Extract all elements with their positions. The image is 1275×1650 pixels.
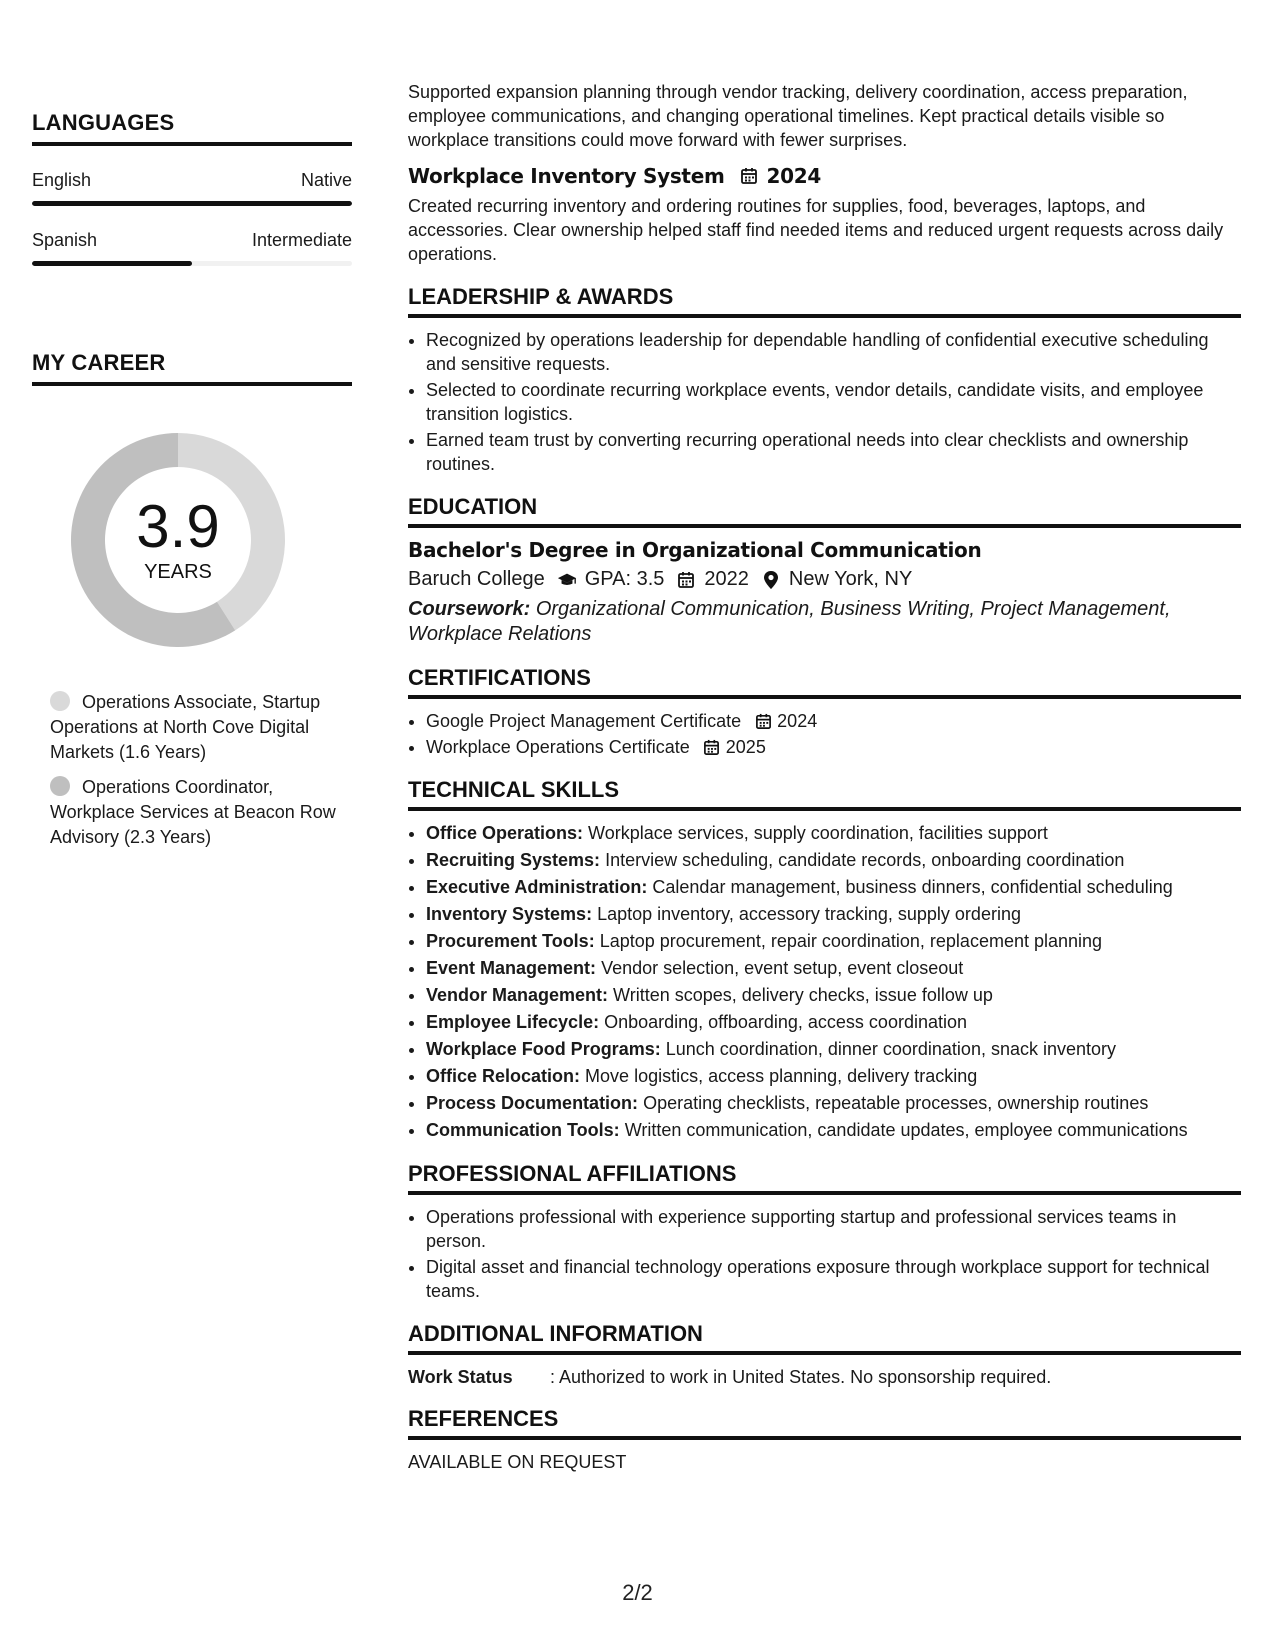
list-item: • Operations professional with experience supporting startup and professional services teams in person. [426, 1205, 1241, 1253]
skill-text: Laptop inventory, accessory tracking, supply ordering [597, 904, 1021, 924]
work-status-value: : Authorized to work in United States. No sponsorship required. [550, 1367, 1052, 1387]
calendar-icon [676, 570, 696, 590]
list-item: • Selected to coordinate recurring workplace events, vendor details, candidate visits, and employee transition logistics. [426, 378, 1241, 426]
skill-text: Calendar management, business dinners, confidential scheduling [652, 877, 1173, 897]
project-header [408, 164, 1241, 188]
education-heading: EDUCATION [408, 494, 1241, 528]
leadership-heading: LEADERSHIP & AWARDS [408, 284, 1241, 318]
career-legend-label: Operations Coordinator, Workplace Services at Beacon Row Advisory (2.3 Years) [50, 777, 336, 847]
skill-text: Laptop procurement, repair coordination, replacement planning [599, 931, 1103, 951]
coursework [408, 597, 1241, 647]
list-item: • Digital asset and financial technology operations exposure through workplace support for technical teams. [426, 1255, 1241, 1303]
references-heading: REFERENCES [408, 1406, 1241, 1440]
legend-dot-icon [50, 691, 70, 711]
career-total-unit: YEARS [144, 560, 212, 583]
certifications-heading: CERTIFICATIONS [408, 665, 1241, 699]
language-item [32, 170, 352, 206]
list-item [426, 735, 1241, 759]
skill-label: Office Operations: [426, 823, 584, 843]
certifications-list [408, 709, 1241, 759]
skill-item [426, 875, 1241, 900]
career-donut-chart [66, 428, 290, 652]
graduation-year: 2022 [704, 568, 749, 590]
skill-label: Event Management: [426, 958, 597, 978]
career-legend-item [50, 775, 350, 850]
main-content [408, 80, 1241, 1473]
skills-heading: TECHNICAL SKILLS [408, 777, 1241, 811]
list-item: • Recognized by operations leadership for dependable handling of confidential executive scheduling and sensitive requests. [426, 328, 1241, 376]
experience-summary: Supported expansion planning through vendor tracking, delivery coordination, access preparation, employee communications, and changing operational timelines. Kept practical details visible so workplace transitions could move forward with fewer surprises. [408, 82, 1188, 150]
location-pin-icon [761, 570, 781, 590]
language-item [32, 230, 352, 266]
language-level-fill [32, 261, 192, 266]
skills-list [408, 821, 1241, 1143]
language-level-bar [32, 201, 352, 206]
career-section [32, 350, 352, 847]
affiliations-list [408, 1205, 1241, 1303]
graduation-cap-icon [557, 570, 577, 590]
language-name: English [32, 170, 92, 190]
calendar-icon [739, 166, 759, 186]
skill-text: Move logistics, access planning, delivery tracking [585, 1066, 978, 1086]
project-title: Workplace Inventory System [408, 164, 725, 188]
coursework-list: Organizational Communication, Business Writing, Project Management, Workplace Relations [408, 598, 1171, 645]
skill-item [426, 1064, 1241, 1089]
skill-text: Interview scheduling, candidate records, onboarding coordination [605, 850, 1125, 870]
skill-text: Written communication, candidate updates, employee communications [624, 1120, 1188, 1140]
career-heading: MY CAREER [32, 350, 352, 386]
references-text: AVAILABLE ON REQUEST [408, 1452, 627, 1472]
certification-year: 2024 [777, 711, 818, 731]
career-legend [50, 690, 350, 860]
skill-item [426, 929, 1241, 954]
language-name: Spanish [32, 230, 98, 250]
language-level: Native [300, 170, 352, 190]
skill-label: Inventory Systems: [426, 904, 593, 924]
work-status-row [408, 1367, 1241, 1388]
degree-title: Bachelor's Degree in Organizational Communication [408, 538, 982, 562]
skill-item [426, 848, 1241, 873]
page-number: 2/2 [622, 1580, 653, 1605]
affiliations-heading: PROFESSIONAL AFFILIATIONS [408, 1161, 1241, 1195]
skill-item [426, 821, 1241, 846]
language-level-bar [32, 261, 352, 266]
school-name: Baruch College [408, 568, 545, 590]
skill-item [426, 956, 1241, 981]
education-meta [408, 568, 1241, 591]
skill-item [426, 1118, 1241, 1143]
project-description: Created recurring inventory and ordering routines for supplies, food, beverages, laptops, and accessories. Clear ownership helped staff find needed items and reduced urgent requests across daily operations. [408, 196, 1224, 264]
languages-heading: LANGUAGES [32, 110, 352, 146]
work-status-label: Work Status [408, 1367, 513, 1387]
gpa: GPA: 3.5 [584, 568, 665, 590]
career-legend-item [50, 690, 350, 765]
list-item [426, 709, 1241, 733]
skill-item [426, 1010, 1241, 1035]
languages-section [32, 110, 352, 266]
skill-label: Employee Lifecycle: [426, 1012, 600, 1032]
skill-label: Vendor Management: [426, 985, 609, 1005]
skill-label: Executive Administration: [426, 877, 648, 897]
skill-item [426, 983, 1241, 1008]
skill-item [426, 902, 1241, 927]
coursework-label: Coursework: [408, 598, 531, 620]
career-total-years: 3.9 [136, 492, 220, 560]
skill-label: Communication Tools: [426, 1120, 620, 1140]
calendar-icon [753, 711, 773, 731]
skill-item [426, 1037, 1241, 1062]
language-level: Intermediate [251, 230, 352, 250]
leadership-list [408, 328, 1241, 476]
certification-name: • Workplace Operations Certificate [426, 737, 690, 757]
language-level-fill [32, 201, 352, 206]
skill-item [426, 1091, 1241, 1116]
career-donut-center [66, 428, 290, 652]
career-legend-label: Operations Associate, Startup Operations at North Cove Digital Markets (1.6 Years) [50, 692, 321, 762]
school-location: New York, NY [788, 568, 913, 590]
skill-text: Written scopes, delivery checks, issue follow up [613, 985, 993, 1005]
calendar-icon [702, 737, 722, 757]
legend-dot-icon [50, 776, 70, 796]
skill-label: Office Relocation: [426, 1066, 581, 1086]
list-item: • Earned team trust by converting recurring operational needs into clear checklists and ownership routines. [426, 428, 1241, 476]
skill-text: Workplace services, supply coordination, facilities support [588, 823, 1048, 843]
certification-name: • Google Project Management Certificate [426, 711, 742, 731]
skill-text: Lunch coordination, dinner coordination, snack inventory [665, 1039, 1117, 1059]
project-year: 2024 [766, 164, 821, 188]
additional-info-heading: ADDITIONAL INFORMATION [408, 1321, 1241, 1355]
skill-label: Recruiting Systems: [426, 850, 601, 870]
skill-label: Procurement Tools: [426, 931, 595, 951]
skill-text: Operating checklists, repeatable processes, ownership routines [643, 1093, 1149, 1113]
skill-label: Process Documentation: [426, 1093, 639, 1113]
skill-text: Vendor selection, event setup, event closeout [601, 958, 964, 978]
skill-text: Onboarding, offboarding, access coordination [604, 1012, 968, 1032]
skill-label: Workplace Food Programs: [426, 1039, 661, 1059]
certification-year: 2025 [725, 737, 766, 757]
